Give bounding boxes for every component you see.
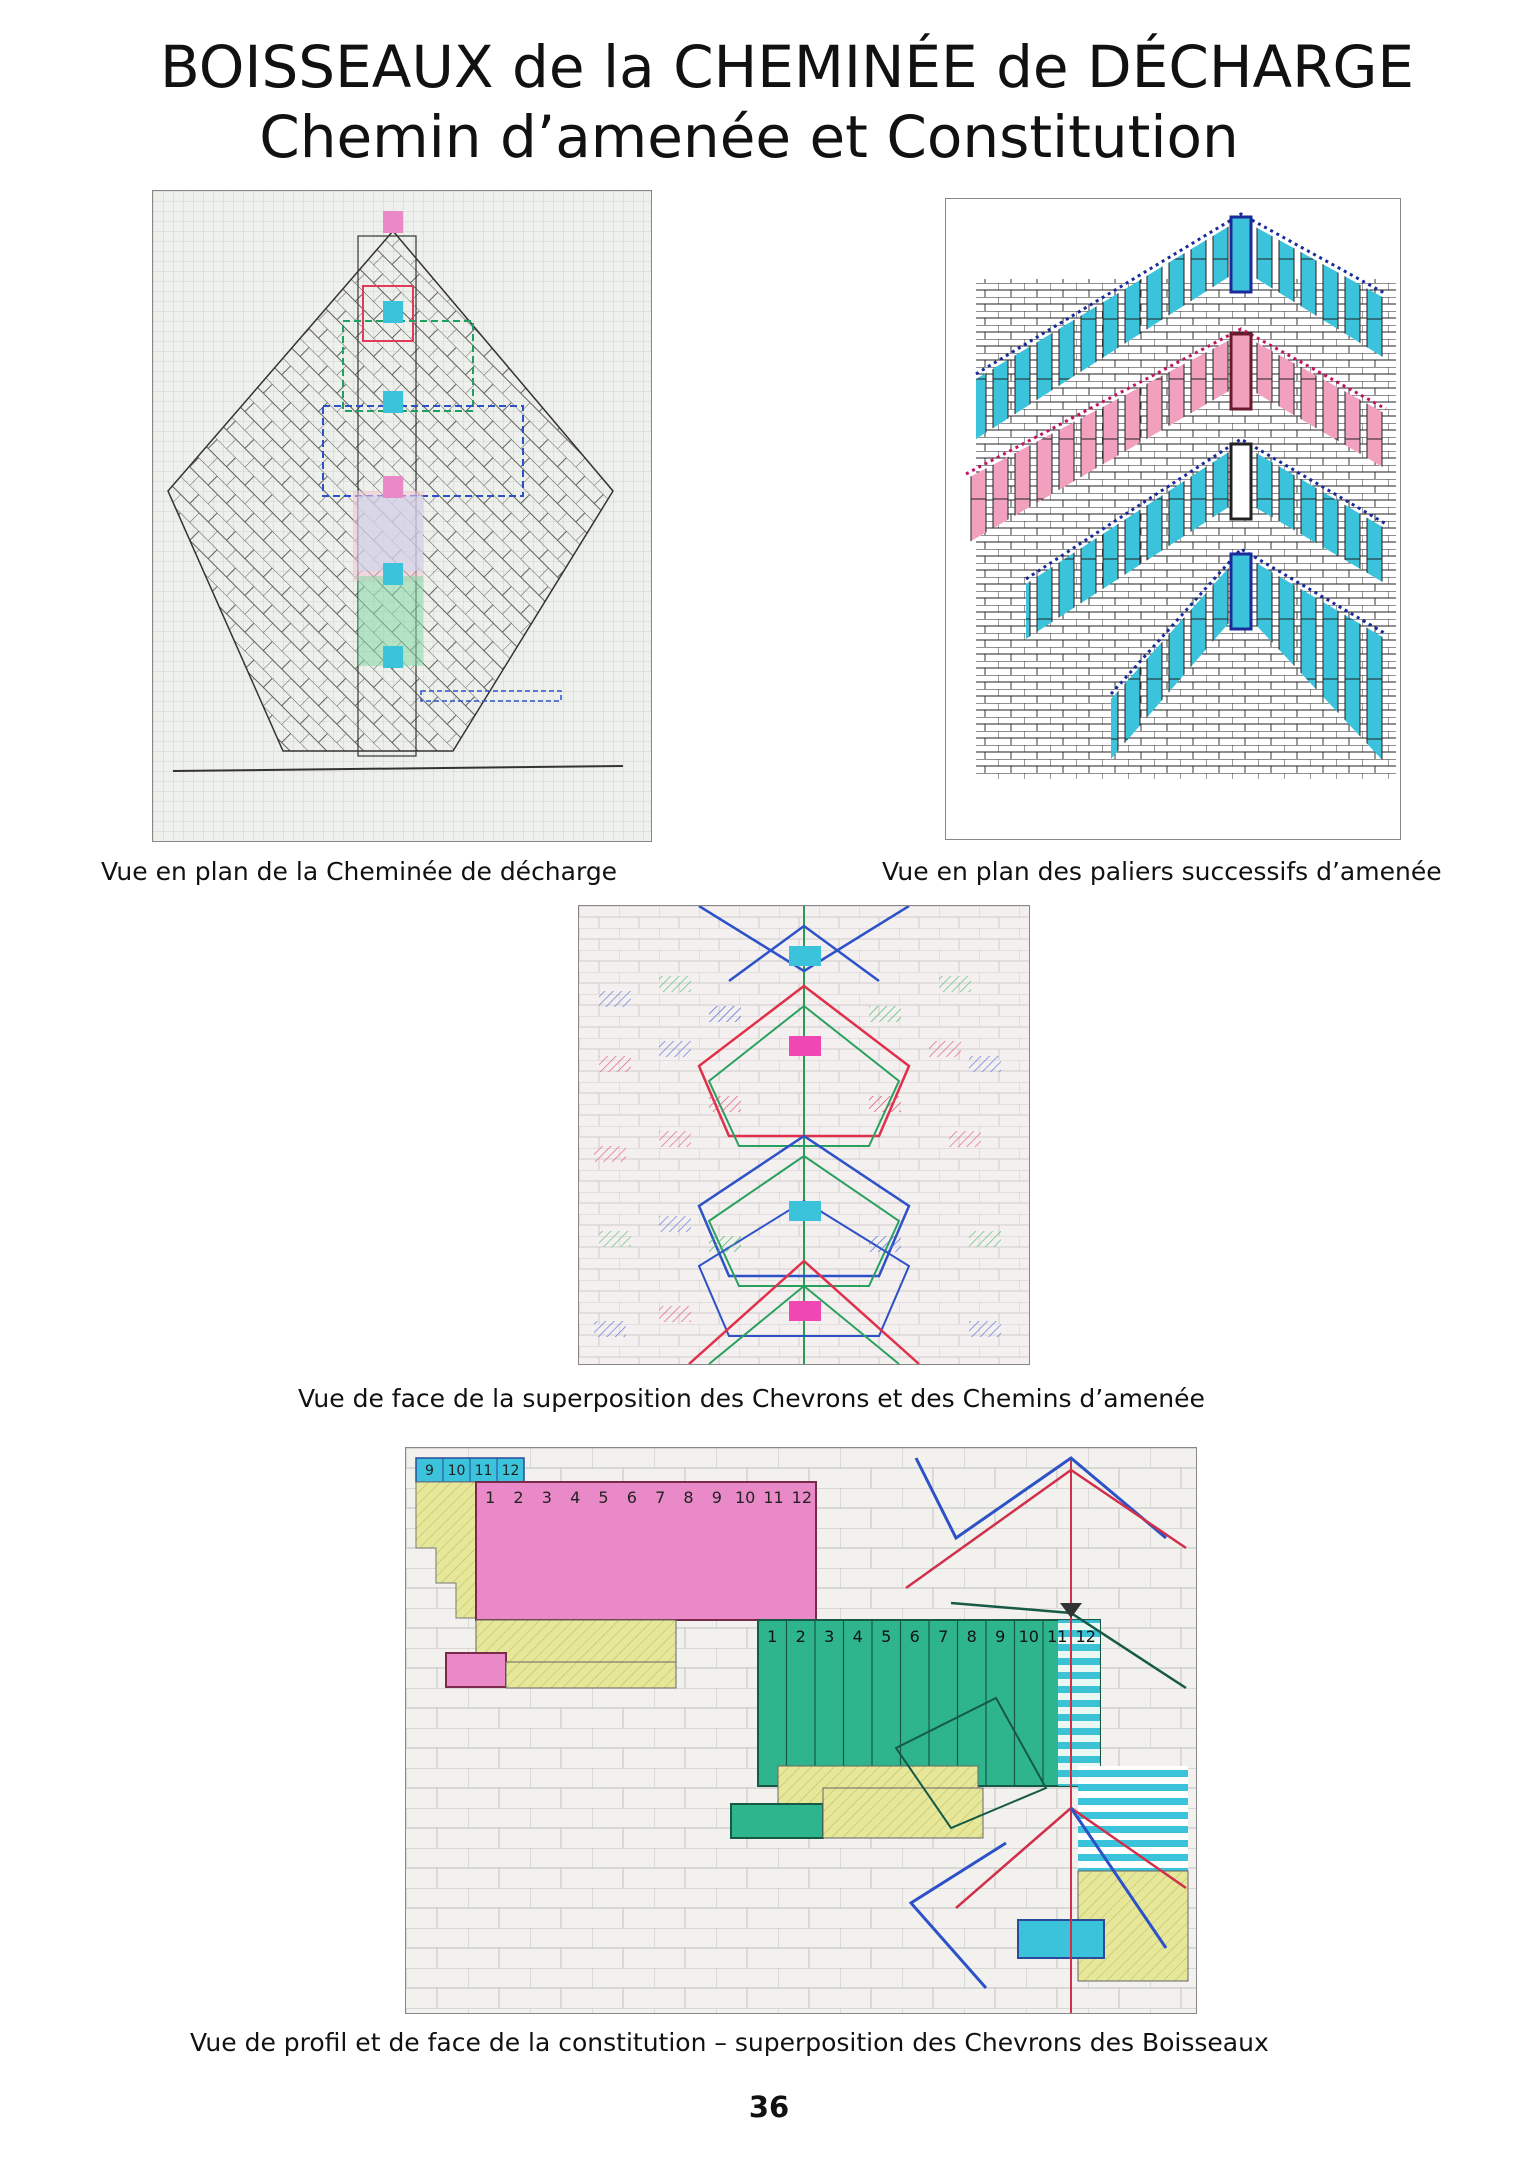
green-row-label-6: 6	[909, 1627, 920, 1646]
figure-front-chevrons-drawing	[579, 906, 1029, 1364]
caption-figure-1: Vue en plan de la Cheminée de décharge	[101, 857, 618, 886]
figure-plan-landings-drawing	[946, 199, 1400, 839]
pink-row-label-8: 8	[683, 1488, 694, 1507]
pink-row-label-3: 3	[541, 1488, 552, 1507]
figure-profile-constitution-drawing	[406, 1448, 1196, 2013]
page-title-line-2: Chemin d’amenée et Constitution	[259, 103, 1239, 171]
pink-row-label-12: 12	[791, 1488, 813, 1507]
green-row-label-1: 1	[767, 1627, 778, 1646]
caption-figure-2: Vue en plan des paliers successifs d’amenée	[882, 857, 1442, 886]
pink-row-label-10: 10	[734, 1488, 756, 1507]
green-row-label-8: 8	[966, 1627, 977, 1646]
green-row-label-4: 4	[852, 1627, 863, 1646]
green-row-label-10: 10	[1018, 1627, 1039, 1646]
pink-row-label-2: 2	[513, 1488, 524, 1507]
pink-row-label-4: 4	[570, 1488, 581, 1507]
figure-front-chevrons	[578, 905, 1030, 1365]
pink-row-label-6: 6	[626, 1488, 637, 1507]
caption-figure-4: Vue de profil et de face de la constitution – superposition des Chevrons des Boisseaux	[190, 2028, 1269, 2057]
green-row-label-9: 9	[995, 1627, 1006, 1646]
pink-row-label-11: 11	[763, 1488, 784, 1507]
green-row-label-2: 2	[795, 1627, 806, 1646]
green-row-label-11: 11	[1047, 1627, 1068, 1646]
green-row-label-5: 5	[881, 1627, 892, 1646]
pink-row-label-1: 1	[485, 1488, 496, 1507]
top-header-label-3: 11	[474, 1463, 493, 1479]
figure-plan-chimney	[152, 190, 652, 842]
figure-profile-constitution	[405, 1447, 1197, 2014]
top-header-label-2: 10	[447, 1463, 466, 1479]
pink-row-label-7: 7	[655, 1488, 666, 1507]
pink-row-label-9: 9	[711, 1488, 722, 1507]
caption-figure-3: Vue de face de la superposition des Chevrons et des Chemins d’amenée	[298, 1384, 1205, 1413]
pink-row-label-5: 5	[598, 1488, 609, 1507]
page-title-line-1: BOISSEAUX de la CHEMINÉE de DÉCHARGE	[159, 33, 1415, 101]
green-row-label-7: 7	[938, 1627, 949, 1646]
top-header-label-1: 9	[425, 1463, 434, 1479]
figure-plan-landings	[945, 198, 1401, 840]
page-number: 36	[748, 2090, 790, 2124]
green-row-label-3: 3	[824, 1627, 835, 1646]
top-header-label-4: 12	[501, 1463, 520, 1479]
green-row-label-12: 12	[1075, 1627, 1096, 1646]
figure-plan-chimney-drawing	[153, 191, 651, 841]
